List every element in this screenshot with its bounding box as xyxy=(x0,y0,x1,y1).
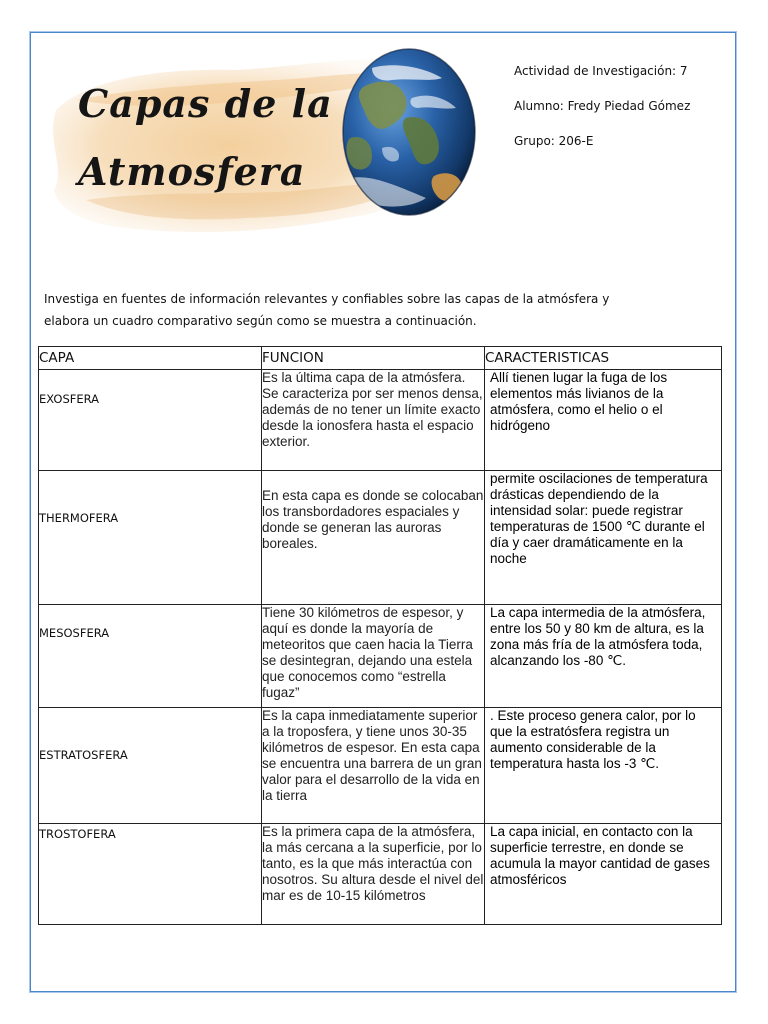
function-cell: Tiene 30 kilómetros de espesor, y aquí es donde la mayoría de meteoritos que caen hacia la Tierra se desintegran, dejando una estela que conocemos como “estrella fugaz” xyxy=(262,605,485,708)
comparison-table xyxy=(38,346,722,925)
table-row xyxy=(39,471,722,605)
header-funcion: FUNCION xyxy=(262,347,485,370)
function-cell: Es la última capa de la atmósfera. Se caracteriza por ser menos densa, además de no tener un límite exacto desde la ionosfera hasta el espacio exterior. xyxy=(262,370,485,471)
table-row xyxy=(39,370,722,471)
table-header-row xyxy=(39,347,722,370)
layer-name-cell: TROSTOFERA xyxy=(39,824,262,925)
table-row xyxy=(39,708,722,824)
characteristics-cell: permite oscilaciones de temperatura drásticas dependiendo de la intensidad solar: puede registrar temperaturas de 1500 ℃ durante el día y caer dramáticamente en la noche xyxy=(485,471,722,605)
characteristics-cell: . Este proceso genera calor, por lo que la estratósfera registra un aumento considerable de la temperatura hasta los -3 ℃. xyxy=(485,708,722,824)
instructions-line-1: Investiga en fuentes de información relevantes y confiables sobre las capas de la atmósfera y xyxy=(44,292,610,306)
earth-globe-icon xyxy=(342,48,476,216)
activity-label: Actividad de Investigación: 7 xyxy=(514,64,688,78)
layer-name-cell: EXOSFERA xyxy=(39,370,262,471)
layer-name-cell: MESOSFERA xyxy=(39,605,262,708)
characteristics-cell: La capa intermedia de la atmósfera, entre los 50 y 80 km de altura, es la zona más fría de la atmósfera toda, alcanzando los -80 ℃. xyxy=(485,605,722,708)
function-cell: Es la capa inmediatamente superior a la troposfera, y tiene unos 30-35 kilómetros de espesor. En esta capa se encuentra una barrera de un gran valor para el desarrollo de la vida en la tierra xyxy=(262,708,485,824)
function-cell: Es la primera capa de la atmósfera, la más cercana a la superficie, por lo tanto, es la que más interactúa con nosotros. Su altura desde el nivel del mar es de 10-15 kilómetros xyxy=(262,824,485,925)
title-line-1: Capas de la xyxy=(78,81,333,126)
student-name: Alumno: Fredy Piedad Gómez xyxy=(514,99,691,113)
function-cell: En esta capa es donde se colocaban los transbordadores espaciales y donde se generan las auroras boreales. xyxy=(262,471,485,605)
layer-name-cell: THERMOFERA xyxy=(39,471,262,605)
table-row xyxy=(39,824,722,925)
group-label: Grupo: 206-E xyxy=(514,134,594,148)
document-title xyxy=(78,70,378,206)
student-info xyxy=(514,60,690,165)
title-line-2: Atmosfera xyxy=(78,149,306,194)
characteristics-cell: Allí tienen lugar la fuga de los elementos más livianos de la atmósfera, como el helio o el hidrógeno xyxy=(485,370,722,471)
table-row xyxy=(39,605,722,708)
characteristics-cell: La capa inicial, en contacto con la superficie terrestre, en donde se acumula la mayor cantidad de gases atmosféricos xyxy=(485,824,722,925)
header-caracteristicas: CARACTERISTICAS xyxy=(485,347,722,370)
instructions-line-2: elabora un cuadro comparativo según como se muestra a continuación. xyxy=(44,314,477,328)
header-capa: CAPA xyxy=(39,347,262,370)
instructions-text xyxy=(44,288,684,332)
layer-name-cell: ESTRATOSFERA xyxy=(39,708,262,824)
